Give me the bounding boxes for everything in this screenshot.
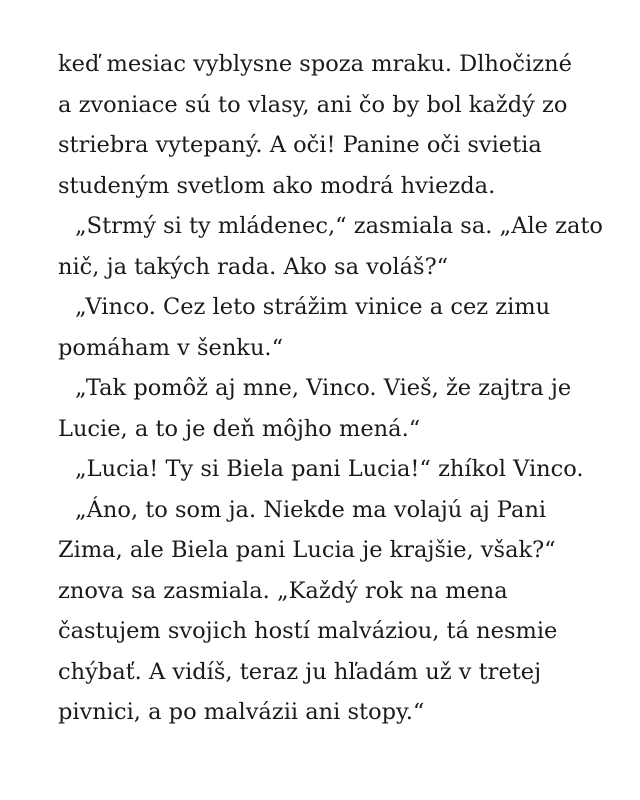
text-line: znova sa zasmiala. „Každý rok na mena	[58, 577, 508, 604]
text-line: častujem svojich hostí malváziou, tá nesmie	[58, 618, 558, 644]
text-line: a zvoniace sú to vlasy, ani čo by bol každý zo	[58, 91, 568, 118]
text-line: striebra vytepaný. A oči! Panine oči svietia	[58, 132, 542, 158]
text-line: „Áno, to som ja. Niekde ma volajú aj Pani	[75, 496, 547, 523]
text-line: „Lucia! Ty si Biela pani Lucia!“ zhíkol Vinco.	[75, 456, 584, 482]
text-line: pomáham v šenku.“	[58, 334, 284, 361]
text-line: chýbať. A vidíš, teraz ju hľadám už v tretej	[58, 658, 542, 685]
text-line: „Vinco. Cez leto strážim vinice a cez zimu	[75, 294, 551, 320]
text-line: Zima, ale Biela pani Lucia je krajšie, však?“	[58, 537, 556, 563]
text-line: studeným svetlom ako modrá hviezda.	[58, 172, 496, 199]
text-line: pivnici, a po malvázii ani stopy.“	[58, 699, 425, 725]
text-line: nič, ja takých rada. Ako sa voláš?“	[58, 253, 449, 280]
text-line: „Tak pomôž aj mne, Vinco. Vieš, že zajtra je	[75, 375, 572, 401]
text-line: „Strmý si ty mládenec,“ zasmiala sa. „Ale zato	[75, 213, 603, 239]
text-body	[58, 44, 618, 733]
text-line: keď mesiac vyblysne spoza mraku. Dlhočizné	[58, 51, 572, 77]
text-line: Lucie, a to je deň môjho mená.“	[58, 415, 421, 442]
